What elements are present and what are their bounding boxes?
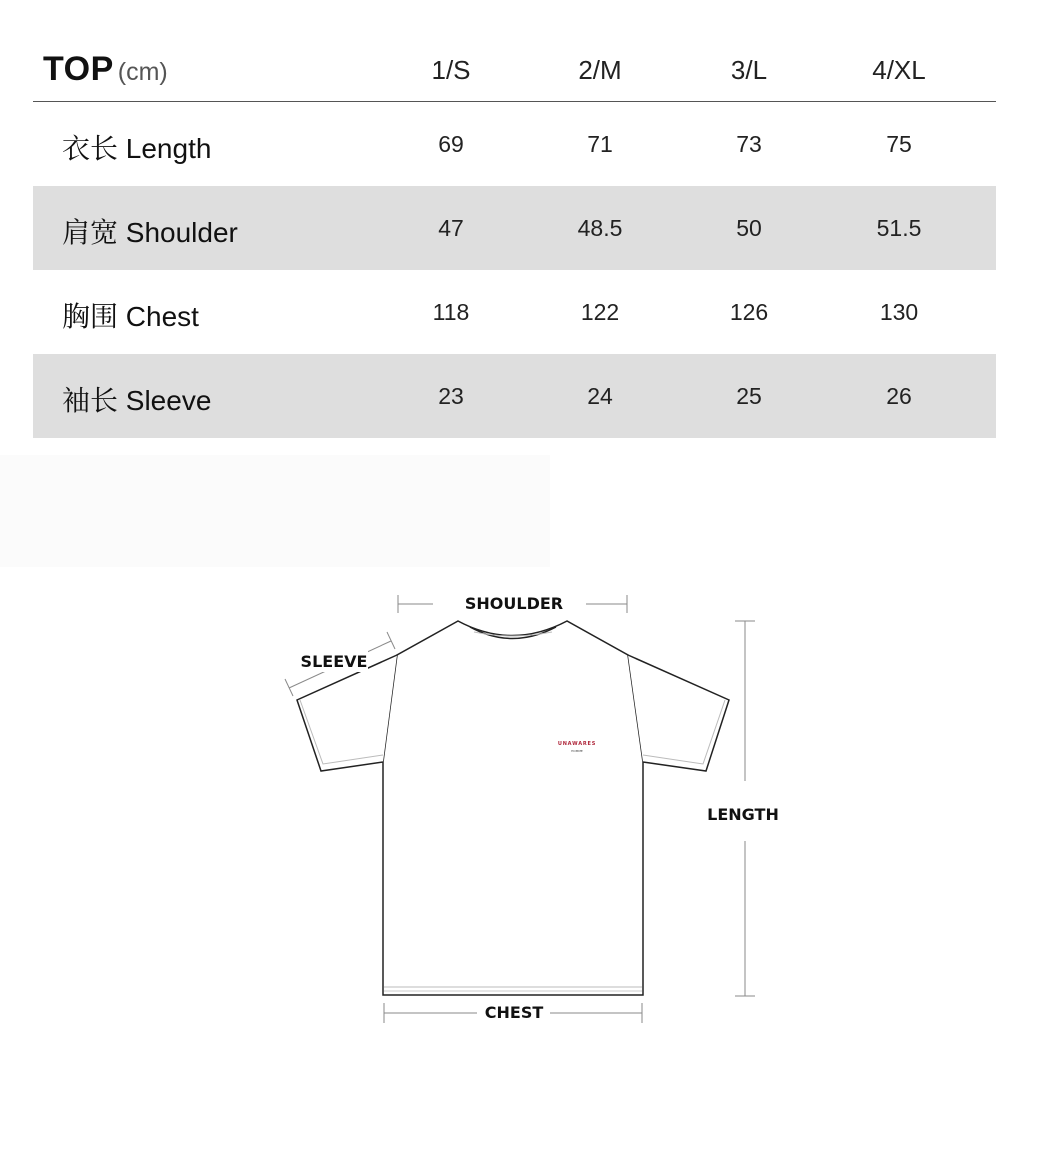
cell-value: 73 — [736, 131, 762, 157]
shoulder-label: SHOULDER — [464, 594, 564, 613]
sleeve-tick-b — [387, 632, 395, 649]
cell-value: 50 — [736, 215, 762, 241]
row-label: 肩宽 Shoulder — [62, 217, 238, 248]
cell-value: 75 — [886, 131, 912, 157]
size-header-xl: 4/XL — [872, 55, 926, 85]
tshirt-outline — [383, 621, 643, 995]
cell-value: 48.5 — [577, 215, 623, 241]
chest-label: CHEST — [484, 1003, 544, 1022]
length-label: LENGTH — [707, 805, 779, 824]
cell-value: 25 — [736, 383, 762, 409]
cell-value: 23 — [438, 383, 464, 409]
table-unit: (cm) — [117, 58, 168, 86]
chest-logo: UNAWARES — [557, 741, 597, 747]
row-label: 袖长 Sleeve — [62, 385, 212, 416]
cell-value: 130 — [879, 299, 919, 325]
right-sleeve — [628, 655, 729, 771]
cell-value: 122 — [580, 299, 620, 325]
sleeve-label: SLEEVE — [300, 652, 368, 671]
row-label: 衣长 Length — [62, 133, 212, 164]
cell-value: 118 — [432, 299, 470, 325]
cell-value: 24 — [587, 383, 613, 409]
size-header-s: 1/S — [431, 55, 471, 85]
cell-value: 47 — [438, 215, 464, 241]
size-header-m: 2/M — [578, 55, 622, 85]
cell-value: 69 — [438, 131, 464, 157]
cell-value: 51.5 — [876, 215, 922, 241]
chest-logo-sub: HOMME — [571, 749, 583, 753]
table-title-text: TOP — [43, 50, 114, 88]
cell-value: 71 — [587, 131, 613, 157]
cell-value: 126 — [729, 299, 769, 325]
size-header-l: 3/L — [730, 55, 768, 85]
row-label: 胸围 Chest — [62, 301, 199, 332]
left-sleeve — [297, 655, 397, 771]
cell-value: 26 — [886, 383, 912, 409]
sleeve-tick-a — [285, 679, 293, 696]
